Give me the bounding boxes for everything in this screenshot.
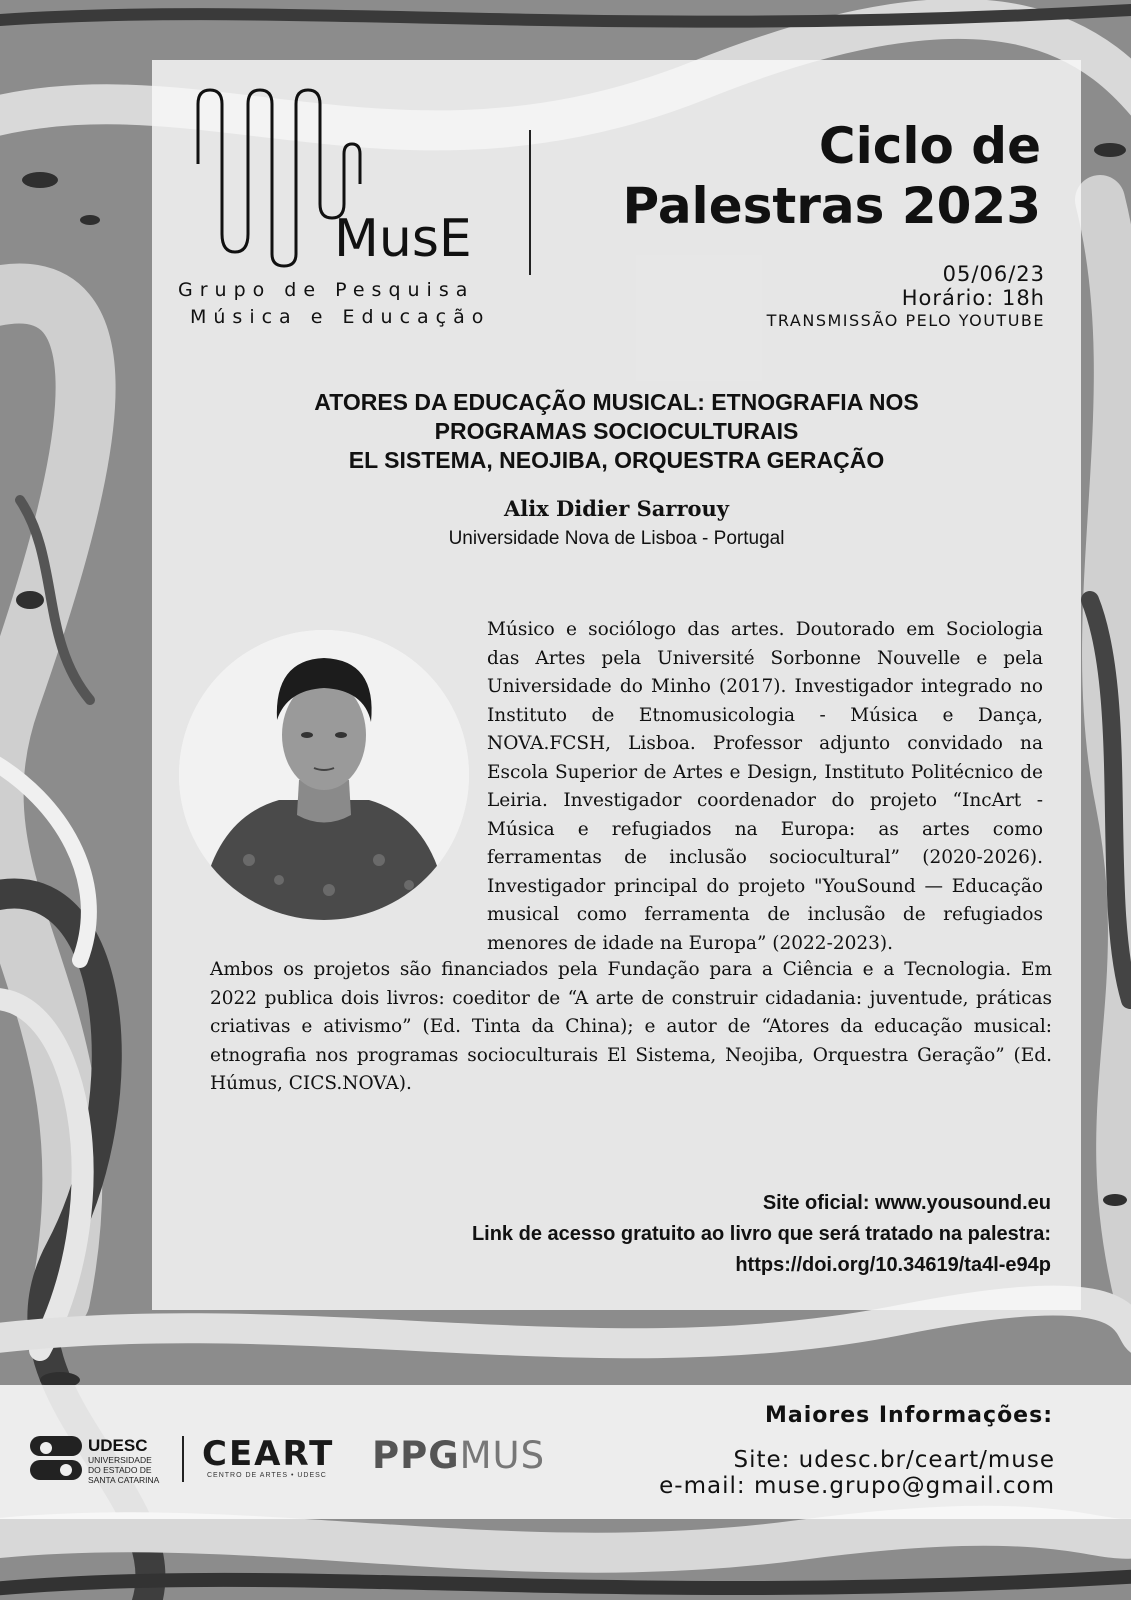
header-divider [529, 130, 531, 275]
ceart-subtitle: CENTRO DE ARTES • UDESC [207, 1472, 327, 1479]
bio-paragraph-2: Ambos os projetos são financiados pela Fundação para a Ciência e a Tecnologia. Em 2022 publica dois livros: coeditor de “A arte de construir cidadania: juventude, práticas criativas e ativismo” (Ed. Tinta da China); e autor de “Atores da educação musical: etnografia nos programas socioculturais El Sistema, Neojiba, Orquestra Geração” (Ed. Húmus, CICS.NOVA). [210, 959, 1052, 1094]
event-time: Horário: 18h [901, 286, 1045, 310]
udesc-sub-line1: UNIVERSIDADE [88, 1455, 152, 1465]
contact-site-link[interactable]: Site: udesc.br/ceart/muse [733, 1447, 1055, 1473]
speaker-portrait-icon [179, 630, 469, 920]
logo-subtitle-line2: Música e Educação [190, 306, 491, 328]
event-title-line1: Ciclo de [818, 117, 1041, 175]
event-title [623, 116, 1041, 236]
udesc-name: UDESC [88, 1436, 148, 1455]
speaker-photo [179, 630, 469, 920]
talk-title [152, 388, 1081, 475]
speaker-name: Alix Didier Sarrouy [503, 496, 730, 521]
ppgmus-mus: MUS [459, 1434, 546, 1477]
official-site-link[interactable]: Site oficial: www.yousound.eu [762, 1192, 1051, 1214]
speaker-affiliation: Universidade Nova de Lisboa - Portugal [448, 528, 785, 549]
event-title-line2: Palestras 2023 [622, 177, 1041, 235]
ppgmus-logo [372, 1434, 545, 1477]
logo-subtitle-line1: Grupo de Pesquisa [178, 279, 475, 301]
ppgmus-ppg: PPG [372, 1434, 460, 1477]
footer-divider [182, 1436, 184, 1482]
udesc-logo-icon [30, 1436, 82, 1482]
talk-title-line3: EL SISTEMA, NEOJIBA, ORQUESTRA GERAÇÃO [348, 447, 885, 473]
event-date: 05/06/23 [942, 262, 1045, 286]
udesc-sub-line3: SANTA CATARINA [88, 1475, 160, 1485]
logo-name: MusE [334, 209, 472, 269]
bio-paragraph-1: Músico e sociólogo das artes. Doutorado em Sociologia das Artes pela Université Sorbonne Nouvelle e pela Universidade do Minho (2017). Investigador integrado no Instituto de Etnomusicologia - Música e Dança, NOVA.FCSH, Lisboa. Professor adjunto convidado na Escola Superior de Artes e Design, Instituto Politécnico de Leiria. Investigador coordenador do projeto “IncArt - Música e refugiados na Europa: as artes como ferramentas de inclusão sociocultural” (2020-2026). Investigador principal do projeto "YouSound — Educação musical como ferramenta de inclusão de refugiados menores de idade na Europa” (2022-2023). [487, 619, 1043, 954]
event-stream: TRANSMISSÃO PELO YOUTUBE [766, 311, 1045, 330]
talk-title-line1: ATORES DA EDUCAÇÃO MUSICAL: ETNOGRAFIA NOS [314, 389, 919, 415]
links-block [472, 1188, 1051, 1281]
more-info-title: Maiores Informações: [764, 1403, 1053, 1428]
book-doi-link[interactable]: https://doi.org/10.34619/ta4l-e94p [735, 1254, 1051, 1276]
talk-title-line2: PROGRAMAS SOCIOCULTURAIS [434, 418, 799, 444]
contact-email-link[interactable]: e-mail: muse.grupo@gmail.com [659, 1473, 1055, 1499]
ceart-logo: CEART [202, 1434, 335, 1474]
udesc-subtitle [88, 1455, 159, 1485]
muse-logo-icon [188, 84, 498, 274]
book-link-label: Link de acesso gratuito ao livro que será tratado na palestra: [471, 1223, 1051, 1245]
udesc-sub-line2: DO ESTADO DE [88, 1465, 152, 1475]
